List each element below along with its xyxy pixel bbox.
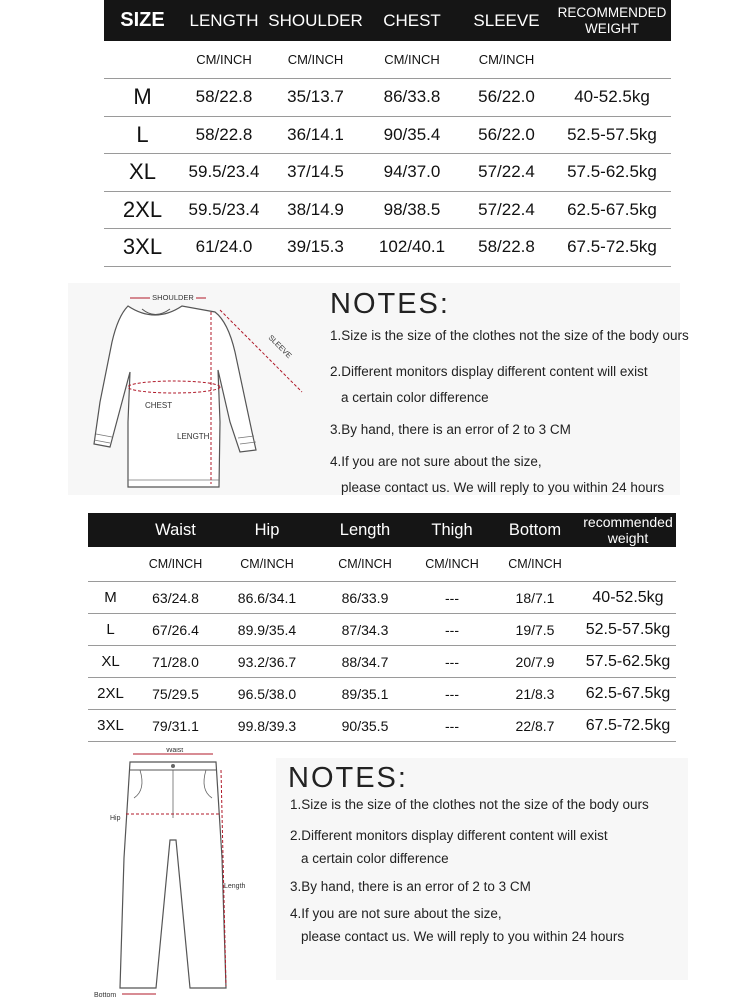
table-row: [88, 710, 676, 742]
header-recommended-weight: RECOMMENDED WEIGHT: [557, 4, 667, 36]
weight-cell: 52.5-57.5kg: [567, 124, 657, 144]
weight-cell: 57.5-62.5kg: [585, 652, 671, 670]
unit-cell: CM/INCH: [196, 52, 252, 67]
shoulder-cell: 35/13.7: [287, 87, 344, 107]
sleeve-cell: 58/22.8: [478, 237, 535, 257]
length-cell: 58/22.8: [195, 87, 253, 107]
size-cell: L: [136, 121, 149, 147]
chest-cell: 94/37.0: [383, 162, 441, 182]
bottom-label: Bottom: [94, 992, 117, 999]
unit-cell: CM/INCH: [384, 52, 440, 67]
header-length: Length: [339, 520, 391, 539]
note-line: 1.Size is the size of the clothes not the size of the body ours: [330, 328, 689, 343]
size-cell: XL: [129, 159, 156, 185]
bottom-cell: 21/8.3: [515, 685, 555, 702]
header-waist: Waist: [155, 520, 196, 539]
thigh-cell: ---: [445, 717, 459, 734]
sleeve-cell: 56/22.0: [478, 124, 535, 144]
size-cell: 2XL: [122, 196, 163, 222]
waist-cell: 63/24.8: [152, 589, 199, 606]
hip-cell: 86.6/34.1: [237, 589, 297, 606]
table-row: [88, 678, 676, 710]
hip-label: Hip: [110, 815, 121, 822]
length-cell: 90/35.5: [341, 717, 389, 734]
note-line: 3.By hand, there is an error of 2 to 3 CM: [330, 422, 571, 437]
shoulder-cell: 36/14.1: [287, 124, 344, 144]
notes-title: NOTES:: [288, 762, 408, 794]
thigh-cell: ---: [445, 589, 459, 606]
unit-cell: CM/INCH: [478, 52, 535, 67]
chest-label: CHEST: [145, 401, 173, 410]
header-bottom: Bottom: [508, 520, 562, 539]
header-thigh: Thigh: [431, 520, 473, 539]
sleeve-cell: 56/22.0: [478, 87, 535, 107]
note-line: please contact us. We will reply to you within 24 hours: [301, 929, 625, 944]
pants-measurement-diagram: [88, 748, 273, 1000]
note-line: 4.If you are not sure about the size,: [330, 454, 542, 469]
bottom-size-table: [88, 513, 676, 742]
waist-cell: 79/31.1: [152, 717, 199, 734]
notes-top: [330, 288, 690, 498]
notes-title: NOTES:: [330, 288, 450, 320]
note-line: a certain color difference: [341, 390, 489, 405]
chest-cell: 90/35.4: [383, 124, 441, 144]
button-icon: [171, 764, 175, 768]
unit-cell: CM/INCH: [508, 557, 562, 571]
table-row: [88, 614, 676, 646]
unit-cell: CM/INCH: [148, 557, 203, 571]
hip-cell: 96.5/38.0: [237, 685, 297, 702]
note-line: 4.If you are not sure about the size,: [290, 906, 502, 921]
sleeve-label: SLEEVE: [266, 333, 294, 361]
thigh-cell: ---: [445, 621, 459, 638]
thigh-cell: ---: [445, 685, 459, 702]
shirt-outline: [94, 306, 256, 487]
weight-cell: 57.5-62.5kg: [567, 162, 657, 182]
length-cell: 88/34.7: [341, 653, 389, 670]
note-line: a certain color difference: [301, 851, 449, 866]
header-recommended-weight: recommended weight: [583, 514, 673, 546]
size-cell: 3XL: [97, 717, 124, 734]
weight-cell: 40-52.5kg: [574, 87, 650, 107]
unit-cell: CM/INCH: [338, 557, 392, 571]
size-cell: L: [106, 621, 115, 638]
header-shoulder: SHOULDER: [268, 10, 363, 30]
waist-label: Waist: [166, 748, 184, 754]
table-row: [104, 154, 671, 192]
size-cell: M: [104, 589, 117, 606]
waist-cell: 75/29.5: [152, 685, 199, 702]
chest-cell: 98/38.5: [383, 199, 441, 219]
top-table-header: [104, 0, 671, 41]
shoulder-label: SHOULDER: [152, 293, 194, 302]
size-cell: 2XL: [97, 685, 124, 702]
length-cell: 87/34.3: [341, 621, 389, 638]
hip-cell: 89.9/35.4: [237, 621, 297, 638]
size-cell: 3XL: [122, 234, 163, 260]
weight-cell: 40-52.5kg: [592, 588, 664, 606]
weight-cell: 52.5-57.5kg: [585, 620, 671, 638]
header-sleeve: SLEEVE: [473, 10, 540, 30]
bottom-cell: 18/7.1: [515, 589, 555, 606]
weight-cell: 62.5-67.5kg: [567, 199, 657, 219]
length-label: Length: [224, 883, 246, 890]
shoulder-cell: 39/15.3: [287, 237, 344, 257]
weight-cell: 67.5-72.5kg: [585, 716, 671, 734]
table-row: [104, 229, 671, 267]
bottom-cell: 20/7.9: [515, 653, 555, 670]
length-label: LENGTH: [177, 432, 210, 441]
note-line: 1.Size is the size of the clothes not the size of the body ours: [290, 797, 649, 812]
length-cell: 61/24.0: [195, 237, 253, 257]
chest-cell: 102/40.1: [378, 237, 446, 257]
notes-bottom: [288, 762, 688, 982]
bottom-table-header: [88, 513, 676, 547]
hip-cell: 99.8/39.3: [237, 717, 297, 734]
waist-cell: 71/28.0: [152, 653, 199, 670]
unit-cell: CM/INCH: [287, 52, 344, 67]
header-size: SIZE: [120, 9, 165, 31]
top-table-units: [104, 41, 671, 79]
table-row: [104, 192, 671, 230]
waist-cell: 67/26.4: [152, 621, 199, 638]
shoulder-cell: 38/14.9: [287, 199, 344, 219]
table-row: [104, 79, 671, 117]
table-row: [88, 646, 676, 678]
bottom-cell: 19/7.5: [515, 621, 555, 638]
note-line: 2.Different monitors display different content will exist: [330, 364, 648, 379]
table-row: [88, 582, 676, 614]
note-line: please contact us. We will reply to you within 24 hours: [341, 480, 665, 495]
size-cell: M: [133, 84, 152, 110]
note-line: 3.By hand, there is an error of 2 to 3 CM: [290, 879, 531, 894]
size-cell: XL: [101, 653, 120, 670]
weight-cell: 67.5-72.5kg: [567, 237, 657, 257]
length-cell: 59.5/23.4: [188, 199, 260, 219]
bottom-cell: 22/8.7: [515, 717, 555, 734]
length-cell: 89/35.1: [341, 685, 389, 702]
header-hip: Hip: [254, 520, 280, 539]
unit-cell: CM/INCH: [425, 557, 479, 571]
hip-cell: 93.2/36.7: [237, 653, 297, 670]
sleeve-cell: 57/22.4: [478, 199, 535, 219]
thigh-cell: ---: [445, 653, 459, 670]
header-chest: CHEST: [383, 10, 441, 30]
note-line: 2.Different monitors display different content will exist: [290, 828, 608, 843]
length-cell: 59.5/23.4: [188, 162, 260, 182]
length-cell: 58/22.8: [195, 124, 253, 144]
header-length: LENGTH: [189, 10, 259, 30]
chest-cell: 86/33.8: [383, 87, 441, 107]
shoulder-cell: 37/14.5: [287, 162, 344, 182]
top-size-table: [104, 0, 671, 267]
bottom-table-units: [88, 547, 676, 582]
unit-cell: CM/INCH: [240, 557, 294, 571]
table-row: [104, 117, 671, 155]
length-cell: 86/33.9: [341, 589, 389, 606]
sleeve-cell: 57/22.4: [478, 162, 535, 182]
weight-cell: 62.5-67.5kg: [585, 684, 671, 702]
shirt-measurement-diagram: [70, 282, 315, 496]
